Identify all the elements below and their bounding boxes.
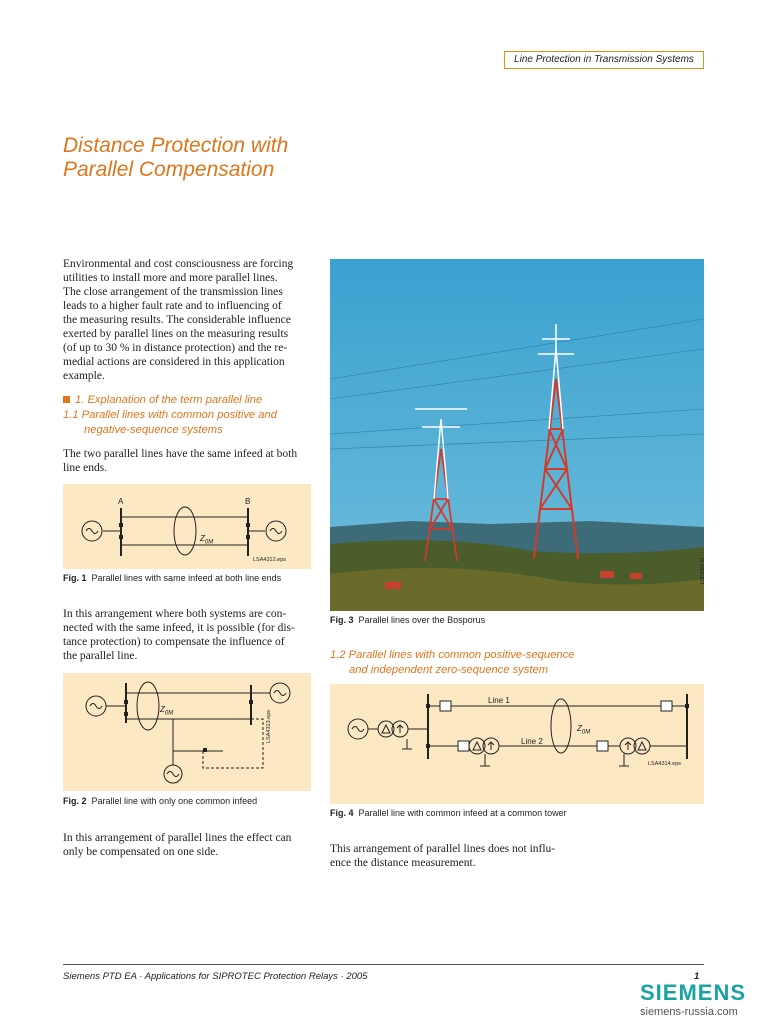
para-line: In this arrangement where both systems are con-: [63, 608, 287, 620]
section-1-2-heading: [330, 648, 700, 678]
para-line: nected with the same infeed, it is possible (for dis-: [63, 622, 295, 634]
line-2-label: Line 2: [521, 737, 543, 746]
fig4-z-label: $Z_{0M}$: [577, 724, 591, 736]
fig1-z-label: $Z_{0M}$: [200, 534, 214, 546]
fig1-file-code: LSA4312.eps: [253, 557, 287, 563]
intro-line: leads to a higher fault rate and to influencing of: [63, 300, 282, 312]
intro-line: exerted by parallel lines on the measuring results: [63, 328, 289, 340]
figure-3-caption: Fig. 3 Parallel lines over the Bosporus: [330, 615, 486, 625]
intro-line: the measuring results. The considerable influence: [63, 314, 291, 326]
para-line: the parallel line.: [63, 650, 138, 662]
one-side-paragraph: [63, 831, 313, 859]
intro-line: example.: [63, 370, 105, 382]
fig2-z-label: $Z_{0M}$: [160, 705, 174, 717]
para-line: The two parallel lines have the same infeed at both: [63, 448, 298, 460]
fig4-schematic: [330, 684, 704, 804]
title-line-1: Distance Protection with: [63, 134, 289, 157]
section-1-1-title: 1.1 Parallel lines with common positive and: [63, 409, 277, 421]
bullet-square-icon: [63, 396, 70, 403]
fig3-file-code: LSP2307.tif: [700, 558, 706, 584]
para-line: ence the distance measurement.: [330, 857, 476, 869]
figure-2-caption: Fig. 2 Parallel line with only one common infeed: [63, 796, 258, 806]
figure-1-caption: Fig. 1 Parallel lines with same infeed at both line ends: [63, 573, 282, 583]
section-1-1-title-cont: negative-sequence systems: [84, 424, 223, 436]
intro-line: The close arrangement of the transmission lines: [63, 286, 283, 298]
transmission-towers-image: [330, 259, 704, 611]
page-title: [63, 134, 383, 182]
section-1-2-title: 1.2 Parallel lines with common positive-sequence: [330, 649, 575, 661]
no-influence-paragraph: [330, 842, 630, 870]
bosporus-towers-photo: [330, 259, 704, 611]
figure-4-diagram: [330, 684, 704, 804]
figure-1-diagram: [63, 484, 311, 569]
intro-line: (of up to 30 % in distance protection) and the re-: [63, 342, 288, 354]
para-line: only be compensated on one side.: [63, 846, 219, 858]
figure-2-diagram: [63, 673, 311, 791]
figure-4-caption: Fig. 4 Parallel line with common infeed at a common tower: [330, 808, 567, 818]
fig2-schematic: [63, 673, 311, 791]
arrangement-paragraph: [63, 607, 313, 663]
node-a-label: A: [118, 497, 124, 506]
para-line: tance protection) to compensate the influence of: [63, 636, 285, 648]
section-1-2-title-cont: and independent zero-sequence system: [349, 664, 549, 676]
site-watermark: siemens-russia.com: [640, 1006, 738, 1018]
para-line: In this arrangement of parallel lines the effect can: [63, 832, 292, 844]
footer-text: Siemens PTD EA · Applications for SIPROTEC Protection Relays · 2005: [63, 971, 368, 982]
section-1-title: 1. Explanation of the term parallel line: [75, 394, 263, 406]
title-line-2: Parallel Compensation: [63, 158, 275, 181]
fig2-file-code: LSA4313.eps: [266, 709, 272, 743]
para-line: line ends.: [63, 462, 108, 474]
two-lines-paragraph: [63, 447, 313, 475]
footer-divider: [63, 964, 704, 965]
fig4-file-code: LSA4314.eps: [648, 761, 682, 767]
line-1-label: Line 1: [488, 696, 510, 705]
para-line: This arrangement of parallel lines does not influ-: [330, 843, 556, 855]
siemens-logo: SIEMENS: [640, 980, 747, 1005]
section-header-label: Line Protection in Transmission Systems: [504, 51, 704, 69]
intro-line: utilities to install more and more parallel lines.: [63, 272, 278, 284]
intro-line: medial actions are considered in this application: [63, 356, 285, 368]
section-1-heading: [63, 393, 313, 438]
intro-paragraph: [63, 257, 313, 383]
node-b-label: B: [245, 497, 251, 506]
intro-line: Environmental and cost consciousness are forcing: [63, 258, 294, 270]
page-number: 1: [694, 971, 700, 982]
